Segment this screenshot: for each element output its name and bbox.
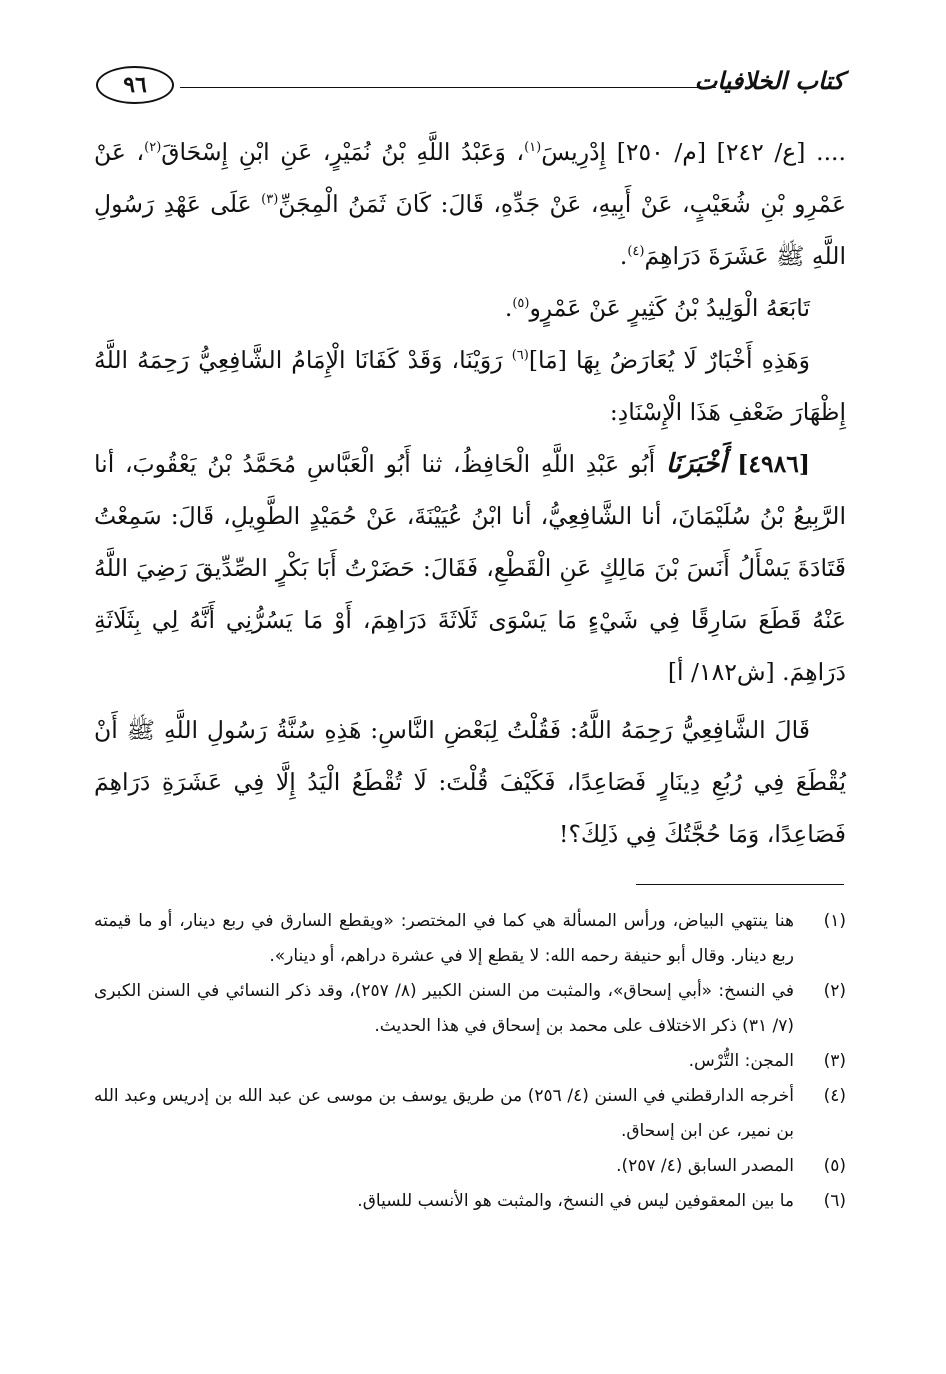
- footnote: [94, 1184, 846, 1219]
- akhbarana-word: أَخْبَرَنَا: [665, 449, 727, 479]
- shafii-text: قَالَ الشَّافِعِيُّ رَحِمَهُ اللَّهُ: فَقُلْتُ لِبَعْضِ النَّاسِ: هَذِهِ سُنَّةُ رَسُولِ اللَّهِ ﷺ أَنْ يُقْطَعَ فِي رُبُعِ دِينَارٍ فَصَاعِدًا، فَكَيْفَ قُلْتَ: لَا تُقْطَعُ الْيَدُ إِلَّا فِي عَشَرَةِ دَرَاهِمَ فَصَاعِدًا، وَمَا حُجَّتُكَ فِي ذَلِكَ؟!: [94, 716, 846, 848]
- text-segment: عَلَى عَهْدِ رَسُولِ اللَّهِ ﷺ عَشَرَةَ دَرَاهِمَ: [94, 190, 846, 270]
- hadith-text: أَبُو عَبْدِ اللَّهِ الْحَافِظُ، ثنا أَبُو الْعَبَّاسِ مُحَمَّدُ بْنُ يَعْقُوبَ، أنا الرَّبِيعُ بْنُ سُلَيْمَانَ، أنا الشَّافِعِيُّ، أنا ابْنُ عُيَيْنَةَ، عَنْ حُمَيْدٍ الطَّوِيلِ، قَالَ: سَمِعْتُ قَتَادَةَ يَسْأَلُ أَنَسَ بْنَ مَالِكٍ عَنِ الْقَطْعِ، فَقَالَ: حَضَرْتُ أَبَا بَكْرٍ الصِّدِّيقَ رَضِيَ اللَّهُ عَنْهُ قَطَعَ سَارِقًا فِي شَيْءٍ مَا يَسْوَى ثَلَاثَةَ دَرَاهِمَ، أَوْ مَا يَسُرُّنِي أَنَّهُ لِي بِثَلَاثَةِ دَرَاهِمَ. [ش١٨٢/ أ]: [94, 450, 846, 686]
- text-segment: .: [504, 294, 513, 322]
- footnote-ref[interactable]: (٢): [144, 140, 162, 156]
- footnote: [94, 974, 846, 1044]
- footnote: [94, 904, 846, 974]
- footnote-number: (٢): [823, 981, 846, 1001]
- footnote-text: ما بين المعقوفين ليس في النسخ، والمثبت هو الأنسب للسياق.: [357, 1191, 794, 1211]
- text-segment: .: [619, 242, 628, 270]
- book-title: كتاب الخلافيات: [694, 66, 844, 95]
- footnote-number: (٣): [823, 1051, 846, 1071]
- main-text: [94, 126, 846, 860]
- footnote-text: هنا ينتهي البياض، ورأس المسألة هي كما في المختصر: «ويقطع السارق في ربع دينار، أو ما قيمته ربع دينار. وقال أبو حنيفة رحمه الله: لا يقطع إلا في عشرة دراهم، أو دينار».: [94, 911, 794, 966]
- footnote-ref[interactable]: (٥): [512, 296, 530, 312]
- hadith-number: [٤٩٨٦]: [737, 450, 810, 478]
- page-number: ٩٦: [96, 66, 174, 104]
- paragraph-hadith: [94, 438, 846, 698]
- paragraph-shafii: [94, 704, 846, 860]
- paragraph-mutabaa: [94, 282, 846, 334]
- footnote: [94, 1149, 846, 1184]
- paragraph-isnad: [94, 126, 846, 282]
- page-header: [96, 62, 844, 112]
- footnote-number: (٥): [823, 1156, 846, 1176]
- footnotes: [94, 904, 846, 1219]
- footnote-ref[interactable]: (٦): [511, 348, 529, 364]
- footnote-number: (٤): [823, 1086, 846, 1106]
- footnote: [94, 1044, 846, 1079]
- text-segment: وَهَذِهِ أَخْبَارٌ لَا يُعَارَضُ بِهَا [مَا]: [528, 346, 810, 374]
- text-segment: ، وَعَبْدُ اللَّهِ بْنُ نُمَيْرٍ، عَنِ ابْنِ إِسْحَاقَ: [161, 138, 525, 166]
- footnote-text: أخرجه الدارقطني في السنن (٤/ ٢٥٦) من طريق يوسف بن موسى عن عبد الله بن إدريس وعبد الله بن نمير، عن ابن إسحاق.: [94, 1086, 794, 1141]
- header-rule: [180, 87, 716, 88]
- text-segment: .... [ع/ ٢٤٢] [م/ ٢٥٠] إِدْرِيسَ: [541, 138, 846, 166]
- text-segment: ، عَنْ عَمْرِو بْنِ شُعَيْبٍ، عَنْ أَبِيهِ، عَنْ جَدِّهِ، قَالَ: كَانَ ثَمَنُ الْمِجَنِّ: [94, 138, 846, 218]
- paragraph-akhbar: [94, 334, 846, 438]
- footnote: [94, 1079, 846, 1149]
- footnote-separator: [636, 884, 844, 885]
- footnote-ref[interactable]: (٣): [261, 192, 279, 208]
- text-segment: تَابَعَهُ الْوَلِيدُ بْنُ كَثِيرٍ عَنْ عَمْرٍو: [529, 294, 810, 322]
- footnote-number: (٦): [823, 1191, 846, 1211]
- footnote-ref[interactable]: (١): [524, 140, 542, 156]
- footnote-text: المصدر السابق (٤/ ٢٥٧).: [616, 1156, 794, 1176]
- footnote-text: في النسخ: «أبي إسحاق»، والمثبت من السنن الكبير (٨/ ٢٥٧)، وقد ذكر النسائي في السنن الكبرى (٧/ ٣١) ذكر الاختلاف على محمد بن إسحاق في هذا الحديث.: [94, 981, 794, 1036]
- text-segment: رَوَيْنَا، وَقَدْ كَفَانَا الْإِمَامُ الشَّافِعِيُّ رَحِمَهُ اللَّهُ إِظْهَارَ ضَعْفِ هَذَا الْإِسْنَادِ:: [94, 346, 846, 426]
- footnote-text: المجن: التُّرْس.: [688, 1051, 794, 1071]
- footnote-ref[interactable]: (٤): [627, 244, 645, 260]
- footnote-number: (١): [823, 911, 846, 931]
